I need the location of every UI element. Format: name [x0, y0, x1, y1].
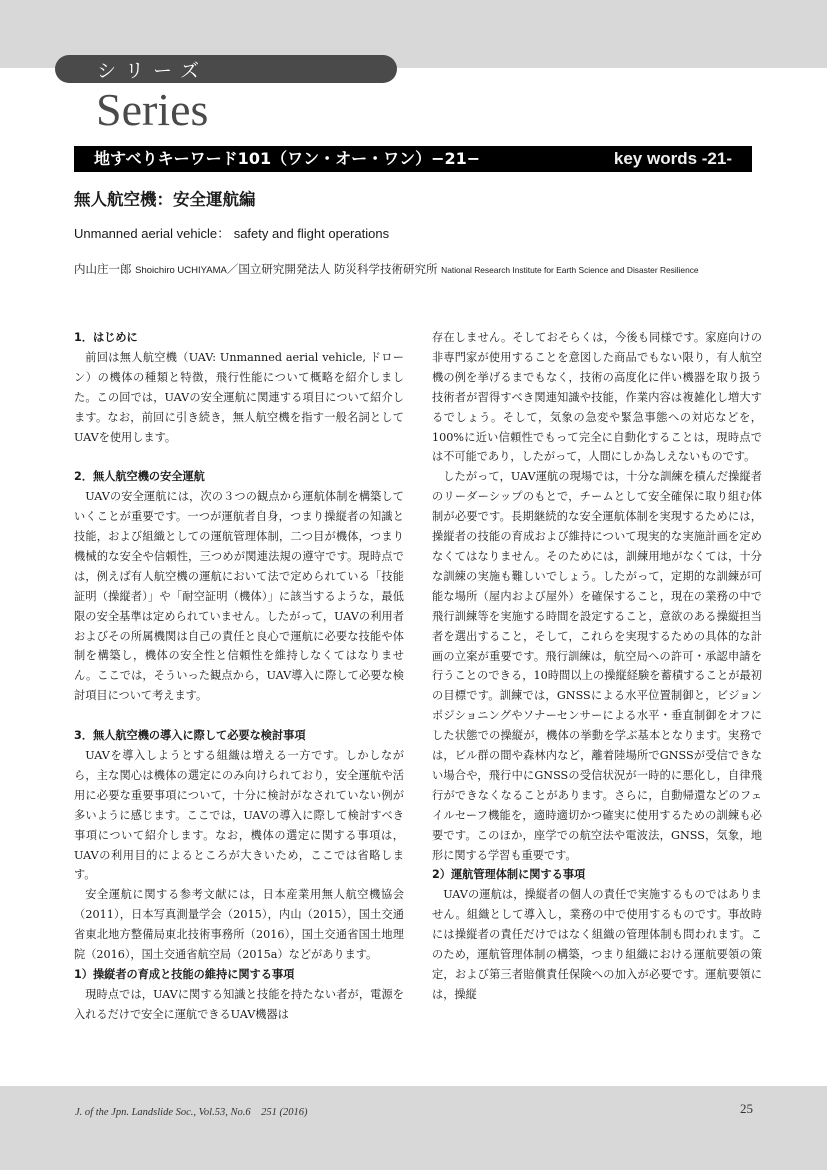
author-line [74, 260, 699, 280]
series-label [55, 55, 397, 83]
section-2-paragraph: UAVの安全運航には，次の３つの観点から運航体制を構築していくことが重要です。一つが運航者自身，つまり操縦者の知識と技能，および組織としての運航管理体制，二つ目が機体，つまり機械的な安全や信頼性，三つめが関連法規の遵守です。現時点では，例えば有人航空機の運航において法で定められている「技能証明（操縦者）」や「耐空証明（機体）」に該当するような，最低限の安全基準は定められていません。したがって，UAVの利用者およびその所属機関は自己の責任と良心で運航に必要な技能や体制を構築し，機体の安全性と信頼性を維持しなくてはなりません。ここでは，そういった観点から，UAV導入に際して必要な検討項目について考えます。 [74, 490, 404, 703]
page-number: 25 [740, 1101, 753, 1116]
keyword-banner [74, 146, 752, 172]
footer-citation: J. of the Jpn. Landslide Soc., Vol.53, No.6 251 (2016) [75, 1107, 308, 1118]
banner-title-en: key words -21- [613, 149, 732, 168]
series-title: Series [96, 84, 209, 135]
subsection-1-paragraph-1: 現時点では，UAVに関する知識と技能を持たない者が，電源を入れるだけで安全に運航できるUAV機器は [74, 987, 404, 1021]
section-3-paragraph-1: UAVを導入しようとする組織は増える一方です。しかしながら，主な関心は機体の選定にのみ向けられており，安全運航や活用に必要な重要事項について，十分に検討がなされていない例が多いように感じます。ここでは，UAVの導入に際して検討すべき事項について紹介します。なお，機体の選定に関する事項は，UAVの利用目的によるところが大きいため，ここでは省略します。 [74, 749, 404, 882]
subsection-2-paragraph: UAVの運航は，操縦者の個人の責任で実施するものではありません。組織として導入し，業務の中で使用するものです。事故時には操縦者の責任だけではなく組織の管理体制も問われます。このため，運航管理体制の構築，つまり組織における運航要領の策定，および第三者賠償責任保険への加入が必要です。運航要領には，操縦 [432, 888, 762, 1001]
subsection-1-paragraph-2: したがって，UAV運航の現場では，十分な訓練を積んだ操縦者のリーダーシップのもとで，チームとして安全確保に取り組む体制が必要です。長期継続的な安全運航体制を実現するためには，操縦者の技能の育成および維持について現実的な実施計画を定めなくてはなりません。そのためには，訓練用地がなくては，十分な訓練の実施も難しいでしょう。したがって，定期的な訓練が可能な場所（屋内および屋外）を確保すること，現在の業務の中で飛行訓練等を実施する時間を設定すること，意欲のある操縦担当者を選出すること，そして，これらを実現するための具体的な計画の立案が重要です。飛行訓練は，航空局への許可・承認申請を行うことのできる，10時間以上の操縦経験を蓄積することが最初の目標です。訓練では，GNSSによる水平位置制御と，ビジョンポジショニングやソナーセンサーによる水平・垂直制御をオフにした状態での操縦が，機体の挙動を学ぶ基本となります。実務では，ビル群の間や森林内など，離着陸場所でGNSSが受信できない場合や，飛行中にGNSSの受信状況が一時的に悪化し，自律飛行ができなくなることがあります。さらに，自動帰還などのフェイルセーフ機能を，適時適切かつ確実に使用するための訓練も必要です。このほか，座学での航空法や電波法，GNSS，気象，地形に関する学習も重要です。 [432, 470, 762, 862]
section-1-heading: 1．はじめに [74, 331, 138, 344]
author-name-en: Shoichiro UCHIYAMA [135, 265, 227, 276]
series-kana: シリーズ [97, 60, 209, 82]
body-column-right [432, 328, 762, 1005]
section-3-paragraph-2: 安全運航に関する参考文献には，日本産業用無人航空機協会（2011），日本写真測量学会（2015），内山（2015），国土交通省東北地方整備局東北技術事務所（2016），国土交通省国土地理院（2016），国土交通省航空局（2015a）などがあります。 [74, 888, 404, 962]
affiliation-en: National Research Institute for Earth Science and Disaster Resilience [441, 265, 699, 275]
banner-title-jp: 地すべりキーワード101（ワン・オー・ワン）−21− [94, 149, 481, 168]
section-2-heading: 2．無人航空機の安全運航 [74, 470, 205, 484]
subsection-2-heading: 2）運航管理体制に関する事項 [432, 868, 586, 882]
body-column-left [74, 328, 404, 1025]
section-3-heading: 3．無人航空機の導入に際して必要な検討事項 [74, 729, 306, 743]
author-separator: ／ [226, 262, 239, 276]
article-title-en: Unmanned aerial vehicle： safety and flight operations [74, 226, 390, 241]
subsection-1-heading: 1）操縦者の育成と技能の維持に関する事項 [74, 967, 295, 981]
section-1-paragraph: 前回は無人航空機（UAV: Unmanned aerial vehicle, ドローン）の機体の種類と特徴，飛行性能について概略を紹介しました。この回では，UAVの安全運航に関連する項目について紹介します。なお，前回に引き続き，無人航空機を指す一般名詞としてUAVを使用します。 [74, 350, 404, 444]
affiliation-jp: 国立研究開発法人 防災科学技術研究所 [238, 262, 438, 276]
article-title-jp: 無人航空機：安全運航編 [74, 190, 256, 209]
author-name-jp: 内山庄一郎 [74, 262, 132, 276]
footer-band [0, 1086, 827, 1170]
subsection-1-paragraph-1-cont: 存在しません。そしておそらくは，今後も同様です。家庭向けの非専門家が使用することを意図した商品でもない限り，有人航空機の例を挙げるまでもなく，技術の高度化に伴い機器を取り扱う技術者が習得すべき関連知識や技能，作業内容は複雑化し増大するでしょう。そして，気象の急変や緊急事態への対応などを，100%に近い信頼性でもって完全に自動化することは，現時点では不可能であり，したがって，人間にしか為しえないものです。 [432, 331, 762, 464]
